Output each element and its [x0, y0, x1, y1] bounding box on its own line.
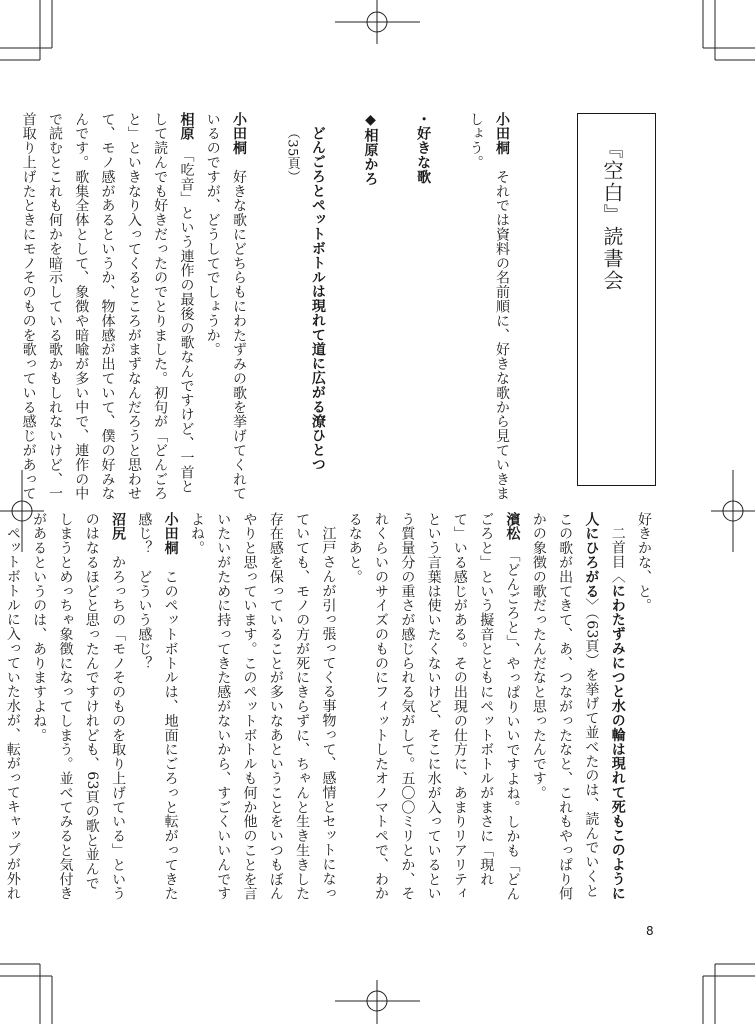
- text-line: 好きかな、と。: [636, 512, 652, 613]
- text-line: 存在感を保っていることが多いなあということをいつもぼん: [267, 512, 284, 901]
- text-line: て」いる感じがある。その出現の仕方に、あまりリアリティ: [451, 512, 468, 901]
- text-line: 二首目〈にわたずみにつと水の輪は現れて死もこのように: [609, 526, 626, 901]
- speaker-line: 濱松 「どんごろと」、やっぱりいいですよね。しかも「どん: [504, 512, 521, 902]
- page-number: 8: [646, 924, 654, 938]
- text-line: して読んでも好きだったのでとりました。初句が「どんごろ: [152, 112, 169, 501]
- text-line: て、モノ感があるというか、物体感が出ていて、僕の好みな: [99, 112, 116, 501]
- speaker-line: 沼尻 かろっちの「モノそのものを取り上げている」という: [110, 512, 127, 901]
- speaker-line: 小田桐 好きな歌にどちらもにわたずみの歌を挙げてくれて: [231, 112, 248, 501]
- blank-line: [384, 112, 410, 492]
- text-line: 江戸さんが引っ張ってくる事物って、感情とセットになっ: [320, 526, 337, 901]
- speaker-name: 小田桐: [162, 512, 179, 556]
- text-line: れくらいのサイズのものにフィットしたオノマトペで、わか: [373, 512, 390, 901]
- text-line: よね。: [188, 512, 205, 556]
- text-line: いるのですが、どうしてでしょうか。: [204, 112, 221, 357]
- section-heading: ・好きな歌: [415, 112, 432, 184]
- quoted-poem: どんごろとペットボトルは現れて道に広がる潦ひとつ: [309, 126, 326, 472]
- text-line: るなあと。: [346, 512, 363, 584]
- text-line: があるというのは、ありますよね。: [31, 512, 48, 743]
- speaker-line: 相原 「吃音」という連作の最後の歌なんですけど、一首と: [178, 112, 195, 494]
- text-line: この歌が出てきて、あ、つながったなと、これもやっぱり何: [557, 512, 574, 901]
- text-line: やりと思っています。このペットボトルも何か他のことを言: [241, 512, 258, 901]
- text-line: のはなるほどと思ったんですけれども、63頁の歌と並んで: [83, 512, 100, 891]
- blank-line: [252, 112, 278, 492]
- text-line: ごろと」という擬音とともにペットボトルがまさに「現れ: [478, 512, 495, 887]
- text-line: 感じ？ どういう感じ？: [136, 512, 153, 671]
- poem-source: （35頁）: [284, 126, 300, 184]
- text-line: しまうとめっちゃ象徴になってしまう。並べてみると気付き: [57, 512, 74, 901]
- speaker-name: 沼尻: [110, 512, 127, 541]
- speaker-line: 小田桐 このペットボトルは、地面にごろっと転がってきた: [162, 512, 179, 901]
- speaker-name: 濱松: [504, 512, 521, 541]
- text-line: かの象徴の歌だったんだなと思ったんです。: [530, 512, 547, 800]
- text-line: と」といきなり入ってくるところがまずなんだろうと思わせ: [125, 112, 142, 501]
- text-line: しょう。: [467, 112, 484, 170]
- text-line: 人にひろがる〉（63頁）を挙げて並べたのは、読んでいくと: [583, 512, 600, 899]
- text-line: んです。歌集全体として、象徴や暗喩が多い中で、連作の中: [73, 112, 90, 501]
- text-line: 首取り上げたときにモノそのものを歌っている感じがあって: [20, 112, 37, 501]
- section-person: ◆相原かろ: [362, 112, 379, 186]
- top-block: [20, 112, 515, 501]
- text-line: いたいがために持ってきた感がないから、すごくいいんです: [215, 512, 232, 901]
- speaker-name: 相原: [178, 112, 195, 141]
- text-line: で読むとこれも何かを暗示している歌かもしれないけど、一: [46, 112, 63, 501]
- bottom-block: [4, 512, 657, 902]
- text-line: ペットボトルに入っていた水が、転がってキャップが外れ: [4, 526, 21, 901]
- title-box: [577, 113, 656, 486]
- blank-line: [436, 112, 462, 492]
- page-title: 『空白』読書会: [600, 138, 624, 292]
- speaker-line: 小田桐 それでは資料の名前順に、好きな歌から見ていきま: [494, 112, 510, 501]
- text-line: という言葉は使いたくないけど、そこに水が入っているとい: [425, 512, 442, 901]
- blank-line: [331, 112, 357, 492]
- text-line: う質量分の重さが感じられる気がして。五〇〇ミリとか、そ: [399, 512, 416, 901]
- speaker-name: 小田桐: [231, 112, 248, 156]
- text-line: ていても、モノの方が死にきらずに、ちゃんと生き生きした: [294, 512, 311, 901]
- speaker-name: 小田桐: [494, 112, 510, 156]
